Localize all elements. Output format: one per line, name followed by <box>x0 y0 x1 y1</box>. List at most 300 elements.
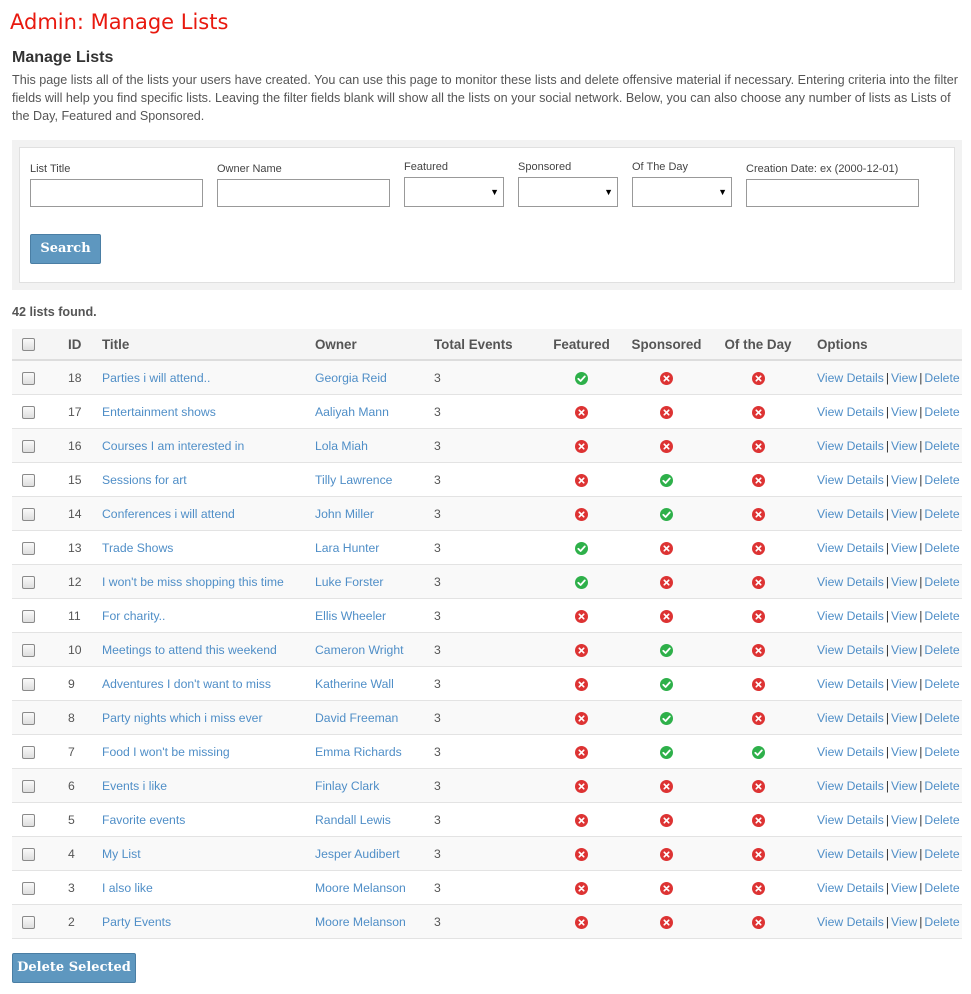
row-title-cell <box>102 531 315 565</box>
view-link[interactable]: View <box>891 914 918 929</box>
row-title-cell <box>102 360 315 395</box>
row-checkbox[interactable] <box>22 814 35 827</box>
owner-link[interactable]: Moore Melanson <box>315 880 406 895</box>
row-select-cell <box>12 599 68 633</box>
of-the-day-select[interactable] <box>632 177 732 207</box>
x-circle-icon[interactable] <box>752 882 765 895</box>
owner-link[interactable]: David Freeman <box>315 710 399 725</box>
view-details-link[interactable]: View Details <box>817 846 884 861</box>
x-circle-icon[interactable] <box>660 610 673 623</box>
check-circle-icon[interactable] <box>660 678 673 691</box>
row-options <box>807 803 962 837</box>
list-title-link[interactable]: Food I won't be missing <box>102 744 230 759</box>
delete-link[interactable]: Delete <box>924 574 960 589</box>
list-title-link[interactable]: My List <box>102 846 141 861</box>
list-title-link[interactable]: Favorite events <box>102 812 186 827</box>
creation-date-input[interactable] <box>746 179 919 207</box>
row-title-cell <box>102 701 315 735</box>
x-circle-icon[interactable] <box>660 780 673 793</box>
x-circle-icon[interactable] <box>575 644 588 657</box>
delete-link[interactable]: Delete <box>924 642 960 657</box>
row-of-the-day-status <box>709 769 807 803</box>
delete-link[interactable]: Delete <box>924 710 960 725</box>
check-circle-icon[interactable] <box>660 474 673 487</box>
row-total-events: 3 <box>434 633 539 667</box>
row-featured-status <box>539 905 624 939</box>
list-title-link[interactable]: Events i like <box>102 778 168 793</box>
option-separator: | <box>919 540 923 555</box>
view-details-link[interactable]: View Details <box>817 608 884 623</box>
row-title-cell <box>102 769 315 803</box>
x-circle-icon[interactable] <box>575 780 588 793</box>
owner-link[interactable]: Lola Miah <box>315 438 368 453</box>
x-circle-icon[interactable] <box>752 440 765 453</box>
x-circle-icon[interactable] <box>575 814 588 827</box>
view-details-link[interactable]: View Details <box>817 744 884 759</box>
table-row <box>12 803 962 837</box>
row-featured-status <box>539 769 624 803</box>
check-circle-icon[interactable] <box>575 576 588 589</box>
owner-link[interactable]: Moore Melanson <box>315 914 406 929</box>
row-featured-status <box>539 735 624 769</box>
row-total-events: 3 <box>434 599 539 633</box>
list-title-link[interactable]: Meetings to attend this weekend <box>102 642 277 657</box>
results-count: 42 lists found. <box>12 305 97 319</box>
row-featured-status <box>539 429 624 463</box>
view-details-link[interactable]: View Details <box>817 438 884 453</box>
row-options <box>807 497 962 531</box>
option-separator: | <box>885 472 890 487</box>
chevron-down-icon: ▼ <box>604 187 613 197</box>
row-sponsored-status <box>624 769 709 803</box>
row-featured-status <box>539 599 624 633</box>
owner-link[interactable]: Katherine Wall <box>315 676 394 691</box>
row-sponsored-status <box>624 871 709 905</box>
list-title-input[interactable] <box>30 179 203 207</box>
view-link[interactable]: View <box>891 438 918 453</box>
row-total-events: 3 <box>434 429 539 463</box>
delete-link[interactable]: Delete <box>924 438 960 453</box>
option-separator: | <box>919 642 923 657</box>
list-title-link[interactable]: Party Events <box>102 914 172 929</box>
view-details-link[interactable]: View Details <box>817 472 884 487</box>
x-circle-icon[interactable] <box>660 814 673 827</box>
view-details-link[interactable]: View Details <box>817 404 884 419</box>
delete-selected-button[interactable]: Delete Selected <box>12 953 136 983</box>
row-select-cell <box>12 531 68 565</box>
option-separator: | <box>885 642 890 657</box>
x-circle-icon[interactable] <box>575 882 588 895</box>
view-details-link[interactable]: View Details <box>817 540 884 555</box>
x-circle-icon[interactable] <box>660 916 673 929</box>
row-id: 15 <box>68 463 102 497</box>
option-separator: | <box>919 676 923 691</box>
row-of-the-day-status <box>709 599 807 633</box>
x-circle-icon[interactable] <box>575 746 588 759</box>
row-of-the-day-status <box>709 531 807 565</box>
x-circle-icon[interactable] <box>575 508 588 521</box>
view-details-link[interactable]: View Details <box>817 778 884 793</box>
view-link[interactable]: View <box>891 880 918 895</box>
option-separator: | <box>919 914 923 929</box>
view-details-link[interactable]: View Details <box>817 812 884 827</box>
row-owner-cell <box>315 735 434 769</box>
delete-link[interactable]: Delete <box>924 676 960 691</box>
check-circle-icon[interactable] <box>660 644 673 657</box>
x-circle-icon[interactable] <box>752 610 765 623</box>
list-title-link[interactable]: Entertainment shows <box>102 404 216 419</box>
option-separator: | <box>919 812 923 827</box>
x-circle-icon[interactable] <box>660 372 673 385</box>
option-separator: | <box>919 608 923 623</box>
option-separator: | <box>885 914 890 929</box>
delete-link[interactable]: Delete <box>924 472 960 487</box>
row-checkbox[interactable] <box>22 848 35 861</box>
x-circle-icon[interactable] <box>575 916 588 929</box>
owner-link[interactable]: Tilly Lawrence <box>315 472 393 487</box>
table-row <box>12 667 962 701</box>
x-circle-icon[interactable] <box>752 916 765 929</box>
chevron-down-icon: ▼ <box>718 187 727 197</box>
row-options <box>807 395 962 429</box>
list-title-link[interactable]: For charity.. <box>102 608 166 623</box>
row-select-cell <box>12 735 68 769</box>
row-checkbox[interactable] <box>22 780 35 793</box>
table-row <box>12 769 962 803</box>
row-title-cell <box>102 735 315 769</box>
row-sponsored-status <box>624 633 709 667</box>
row-checkbox[interactable] <box>22 916 35 929</box>
view-link[interactable]: View <box>891 846 918 861</box>
row-of-the-day-status <box>709 905 807 939</box>
row-featured-status <box>539 360 624 395</box>
x-circle-icon[interactable] <box>660 542 673 555</box>
lists-table <box>12 329 962 939</box>
table-header-row <box>12 329 962 360</box>
row-id: 13 <box>68 531 102 565</box>
view-details-link[interactable]: View Details <box>817 676 884 691</box>
x-circle-icon[interactable] <box>660 882 673 895</box>
view-link[interactable]: View <box>891 812 918 827</box>
owner-link[interactable]: Luke Forster <box>315 574 384 589</box>
row-title-cell <box>102 429 315 463</box>
row-total-events: 3 <box>434 735 539 769</box>
list-title-link[interactable]: I won't be miss shopping this time <box>102 574 284 589</box>
page-description: This page lists all of the lists your users have created. You can use this page to monitor these lists and delete offensive material if necessary. Entering criteria into the filter fields will help you find specific lists. Leaving the filter fields blank will show all the lists on your social network. Below, you can also choose any number of lists as Lists of the Day, Featured and Sponsored. <box>12 73 958 123</box>
list-title-link[interactable]: I also like <box>102 880 153 895</box>
row-of-the-day-status <box>709 837 807 871</box>
list-title-link[interactable]: Parties i will attend.. <box>102 370 211 385</box>
table-row <box>12 905 962 939</box>
row-checkbox[interactable] <box>22 576 35 589</box>
row-checkbox[interactable] <box>22 644 35 657</box>
row-checkbox[interactable] <box>22 474 35 487</box>
option-separator: | <box>919 370 923 385</box>
delete-link[interactable]: Delete <box>924 778 960 793</box>
owner-name-filter <box>217 162 390 207</box>
row-options <box>807 667 962 701</box>
row-select-cell <box>12 565 68 599</box>
row-options <box>807 701 962 735</box>
page-title: Admin: Manage Lists <box>10 10 229 34</box>
view-details-link[interactable]: View Details <box>817 574 884 589</box>
row-of-the-day-status <box>709 360 807 395</box>
option-separator: | <box>919 472 923 487</box>
x-circle-icon[interactable] <box>752 678 765 691</box>
delete-link[interactable]: Delete <box>924 880 960 895</box>
row-featured-status <box>539 871 624 905</box>
view-details-link[interactable]: View Details <box>817 914 884 929</box>
row-select-cell <box>12 633 68 667</box>
row-total-events: 3 <box>434 769 539 803</box>
x-circle-icon[interactable] <box>660 406 673 419</box>
row-sponsored-status <box>624 837 709 871</box>
x-circle-icon[interactable] <box>752 644 765 657</box>
x-circle-icon[interactable] <box>752 780 765 793</box>
row-id: 7 <box>68 735 102 769</box>
row-options <box>807 735 962 769</box>
option-separator: | <box>919 438 923 453</box>
row-of-the-day-status <box>709 463 807 497</box>
x-circle-icon[interactable] <box>575 406 588 419</box>
list-title-link[interactable]: Trade Shows <box>102 540 174 555</box>
x-circle-icon[interactable] <box>752 848 765 861</box>
view-details-link[interactable]: View Details <box>817 642 884 657</box>
row-id: 10 <box>68 633 102 667</box>
x-circle-icon[interactable] <box>752 814 765 827</box>
row-total-events: 3 <box>434 667 539 701</box>
row-select-cell <box>12 803 68 837</box>
option-separator: | <box>885 846 890 861</box>
list-title-link[interactable]: Sessions for art <box>102 472 187 487</box>
view-link[interactable]: View <box>891 710 918 725</box>
view-link[interactable]: View <box>891 778 918 793</box>
view-details-link[interactable]: View Details <box>817 880 884 895</box>
option-separator: | <box>885 744 890 759</box>
row-checkbox[interactable] <box>22 712 35 725</box>
list-title-link[interactable]: Courses I am interested in <box>102 438 245 453</box>
header-featured[interactable]: Featured <box>539 329 624 360</box>
option-separator: | <box>919 710 923 725</box>
row-sponsored-status <box>624 497 709 531</box>
of-the-day-filter <box>632 160 732 207</box>
option-separator: | <box>885 710 890 725</box>
option-separator: | <box>919 574 923 589</box>
sponsored-select[interactable] <box>518 177 618 207</box>
view-link[interactable]: View <box>891 404 918 419</box>
row-checkbox[interactable] <box>22 406 35 419</box>
x-circle-icon[interactable] <box>575 848 588 861</box>
option-separator: | <box>885 778 890 793</box>
row-sponsored-status <box>624 667 709 701</box>
owner-link[interactable]: Lara Hunter <box>315 540 380 555</box>
x-circle-icon[interactable] <box>752 372 765 385</box>
owner-link[interactable]: Emma Richards <box>315 744 402 759</box>
row-checkbox[interactable] <box>22 882 35 895</box>
row-owner-cell <box>315 837 434 871</box>
x-circle-icon[interactable] <box>575 440 588 453</box>
x-circle-icon[interactable] <box>575 610 588 623</box>
x-circle-icon[interactable] <box>575 474 588 487</box>
x-circle-icon[interactable] <box>660 848 673 861</box>
row-featured-status <box>539 837 624 871</box>
row-checkbox[interactable] <box>22 440 35 453</box>
check-circle-icon[interactable] <box>660 712 673 725</box>
row-select-cell <box>12 701 68 735</box>
view-link[interactable]: View <box>891 506 918 521</box>
owner-link[interactable]: John Miller <box>315 506 374 521</box>
delete-link[interactable]: Delete <box>924 404 960 419</box>
option-separator: | <box>919 744 923 759</box>
row-checkbox[interactable] <box>22 610 35 623</box>
row-featured-status <box>539 701 624 735</box>
delete-link[interactable]: Delete <box>924 370 960 385</box>
option-separator: | <box>919 404 923 419</box>
list-title-link[interactable]: Party nights which i miss ever <box>102 710 263 725</box>
row-select-cell <box>12 871 68 905</box>
x-circle-icon[interactable] <box>752 576 765 589</box>
header-sponsored[interactable]: Sponsored <box>624 329 709 360</box>
x-circle-icon[interactable] <box>660 440 673 453</box>
delete-link[interactable]: Delete <box>924 506 960 521</box>
x-circle-icon[interactable] <box>575 678 588 691</box>
view-details-link[interactable]: View Details <box>817 370 884 385</box>
x-circle-icon[interactable] <box>660 576 673 589</box>
check-circle-icon[interactable] <box>752 746 765 759</box>
delete-link[interactable]: Delete <box>924 744 960 759</box>
row-checkbox[interactable] <box>22 372 35 385</box>
row-select-cell <box>12 463 68 497</box>
table-row <box>12 531 962 565</box>
view-link[interactable]: View <box>891 574 918 589</box>
check-circle-icon[interactable] <box>575 372 588 385</box>
check-circle-icon[interactable] <box>575 542 588 555</box>
option-separator: | <box>919 506 923 521</box>
row-title-cell <box>102 395 315 429</box>
header-id[interactable]: ID <box>68 329 102 360</box>
row-select-cell <box>12 395 68 429</box>
row-checkbox[interactable] <box>22 508 35 521</box>
x-circle-icon[interactable] <box>752 508 765 521</box>
table-row <box>12 429 962 463</box>
row-sponsored-status <box>624 803 709 837</box>
option-separator: | <box>885 608 890 623</box>
featured-filter <box>404 160 504 207</box>
row-sponsored-status <box>624 565 709 599</box>
row-sponsored-status <box>624 735 709 769</box>
owner-link[interactable]: Randall Lewis <box>315 812 391 827</box>
view-link[interactable]: View <box>891 676 918 691</box>
sponsored-filter <box>518 160 618 207</box>
row-id: 3 <box>68 871 102 905</box>
row-checkbox[interactable] <box>22 746 35 759</box>
option-separator: | <box>885 880 890 895</box>
x-circle-icon[interactable] <box>752 474 765 487</box>
row-title-cell <box>102 565 315 599</box>
x-circle-icon[interactable] <box>752 712 765 725</box>
row-options <box>807 837 962 871</box>
row-checkbox[interactable] <box>22 678 35 691</box>
check-circle-icon[interactable] <box>660 508 673 521</box>
view-link[interactable]: View <box>891 608 918 623</box>
owner-link[interactable]: Aaliyah Mann <box>315 404 389 419</box>
header-of-the-day[interactable]: Of the Day <box>709 329 807 360</box>
view-link[interactable]: View <box>891 744 918 759</box>
row-options <box>807 599 962 633</box>
view-details-link[interactable]: View Details <box>817 710 884 725</box>
row-id: 4 <box>68 837 102 871</box>
delete-link[interactable]: Delete <box>924 540 960 555</box>
row-total-events: 3 <box>434 497 539 531</box>
option-separator: | <box>885 404 890 419</box>
creation-date-filter <box>746 162 919 207</box>
view-link[interactable]: View <box>891 370 918 385</box>
of-the-day-label: Of The Day <box>632 161 689 173</box>
row-of-the-day-status <box>709 735 807 769</box>
owner-link[interactable]: Cameron Wright <box>315 642 404 657</box>
view-link[interactable]: View <box>891 642 918 657</box>
option-separator: | <box>885 506 890 521</box>
row-total-events: 3 <box>434 905 539 939</box>
row-of-the-day-status <box>709 803 807 837</box>
row-sponsored-status <box>624 531 709 565</box>
delete-link[interactable]: Delete <box>924 846 960 861</box>
delete-link[interactable]: Delete <box>924 812 960 827</box>
owner-link[interactable]: Jesper Audibert <box>315 846 400 861</box>
row-sponsored-status <box>624 395 709 429</box>
row-checkbox[interactable] <box>22 542 35 555</box>
delete-link[interactable]: Delete <box>924 914 960 929</box>
option-separator: | <box>919 846 923 861</box>
row-featured-status <box>539 565 624 599</box>
owner-link[interactable]: Georgia Reid <box>315 370 387 385</box>
list-title-link[interactable]: Conferences i will attend <box>102 506 235 521</box>
owner-link[interactable]: Ellis Wheeler <box>315 608 387 623</box>
x-circle-icon[interactable] <box>575 712 588 725</box>
owner-name-input[interactable] <box>217 179 390 207</box>
row-total-events: 3 <box>434 871 539 905</box>
header-title[interactable]: Title <box>102 329 315 360</box>
row-options <box>807 769 962 803</box>
row-of-the-day-status <box>709 395 807 429</box>
row-id: 2 <box>68 905 102 939</box>
row-sponsored-status <box>624 599 709 633</box>
owner-link[interactable]: Finlay Clark <box>315 778 380 793</box>
header-owner[interactable]: Owner <box>315 329 434 360</box>
view-link[interactable]: View <box>891 472 918 487</box>
check-circle-icon[interactable] <box>660 746 673 759</box>
delete-link[interactable]: Delete <box>924 608 960 623</box>
search-button[interactable]: Search <box>30 234 101 264</box>
row-of-the-day-status <box>709 701 807 735</box>
option-separator: | <box>919 880 923 895</box>
x-circle-icon[interactable] <box>752 406 765 419</box>
row-featured-status <box>539 633 624 667</box>
header-options: Options <box>807 329 962 360</box>
view-link[interactable]: View <box>891 540 918 555</box>
featured-select[interactable] <box>404 177 504 207</box>
row-select-cell <box>12 429 68 463</box>
row-owner-cell <box>315 565 434 599</box>
list-title-link[interactable]: Adventures I don't want to miss <box>102 676 271 691</box>
header-total-events[interactable]: Total Events <box>434 329 539 360</box>
row-owner-cell <box>315 497 434 531</box>
view-details-link[interactable]: View Details <box>817 506 884 521</box>
x-circle-icon[interactable] <box>752 542 765 555</box>
row-of-the-day-status <box>709 633 807 667</box>
select-all-checkbox[interactable] <box>22 338 35 351</box>
table-row <box>12 871 962 905</box>
